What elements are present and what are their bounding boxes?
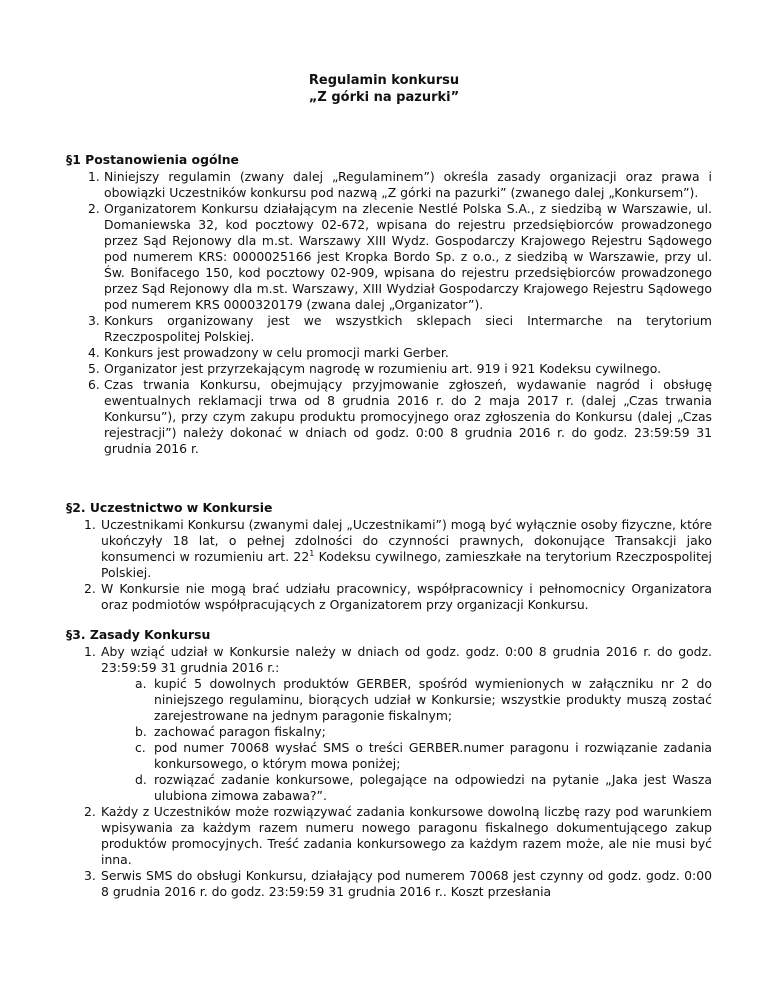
list-item-number: 4. [88, 345, 100, 360]
list-item-text: Organizator jest przyrzekającym nagrodę w rozumieniu art. 919 i 921 Kodeksu cywilnego. [104, 361, 662, 376]
superscript: 1 [309, 548, 315, 558]
sub-list-item-text: rozwiązać zadanie konkursowe, polegające na odpowiedzi na pytanie „Jaka jest Wasza ulubiona zimowa zabawa?”. [154, 772, 712, 803]
section-2 [66, 500, 712, 613]
list-item-number: 2. [84, 581, 96, 596]
list-item-text: Serwis SMS do obsługi Konkursu, działający pod numerem 70068 jest czynny od godz. godz. 0:00 8 grudnia 2016 r. do godz. 23:59:59 31 grudnia 2016 r.. Koszt przesłania [101, 868, 712, 899]
list-item [66, 804, 712, 868]
list-item-number: 2. [88, 201, 100, 216]
section-1 [66, 152, 712, 457]
list-item [66, 201, 712, 313]
list-item-number: 5. [88, 361, 100, 376]
sub-list-item [66, 740, 712, 772]
list-item [66, 377, 712, 457]
list-item-number: 3. [84, 868, 96, 883]
list-item-text: Konkurs jest prowadzony w celu promocji marki Gerber. [104, 345, 449, 360]
list-item [66, 868, 712, 900]
list-item [66, 517, 712, 581]
list-item-text: Aby wziąć udział w Konkursie należy w dniach od godz. godz. 0:00 8 grudnia 2016 r. do godz. 23:59:59 31 grudnia 2016 r.: [101, 644, 712, 675]
list-item-text: Każdy z Uczestników może rozwiązywać zadania konkursowe dowolną liczbę razy pod warunkiem wpisywania za każdym razem numeru nowego paragonu fiskalnego dokumentującego zakup produktów promocyjnych. Treść zadania konkursowego za każdym razem może, ale nie musi być inna. [101, 804, 712, 867]
section-2-heading: §2. Uczestnictwo w Konkursie [66, 500, 273, 515]
list-item-text-cont: Kodeksu cywilnego, zamieszkałe na terytorium Rzeczpospolitej Polskiej. [101, 549, 712, 580]
document-title [0, 72, 768, 106]
sub-list-item [66, 772, 712, 804]
list-item-text: W Konkursie nie mogą brać udziału pracownicy, współpracownicy i pełnomocnicy Organizatora oraz podmiotów współpracujących z Organizatorem przy organizacji Konkursu. [101, 581, 712, 612]
list-item-text: Niniejszy regulamin (zwany dalej „Regulaminem”) określa zasady organizacji oraz prawa i obowiązki Uczestników konkursu pod nazwą „Z górki na pazurki” (zwanego dalej „Konkursem”). [104, 169, 712, 200]
sub-list-item-text: zachować paragon fiskalny; [154, 724, 326, 739]
list-item-text: Konkurs organizowany jest we wszystkich sklepach sieci Intermarche na terytorium Rzeczpospolitej Polskiej. [104, 313, 712, 344]
sub-list-item-text: kupić 5 dowolnych produktów GERBER, spośród wymienionych w załączniku nr 2 do niniejszego regulaminu, biorących udział w Konkursie; wszystkie produkty muszą zostać zarejestrowane na jednym paragonie fiskalnym; [154, 676, 712, 723]
sub-list-item-text: pod numer 70068 wysłać SMS o treści GERBER.numer paragonu i rozwiązanie zadania konkursowego, o którym mowa poniżej; [154, 740, 712, 771]
sub-list-item-letter: b. [135, 724, 147, 739]
list-item [66, 581, 712, 613]
section-1-heading: §1 Postanowienia ogólne [66, 152, 239, 167]
list-item [66, 169, 712, 201]
sub-list-item [66, 724, 712, 740]
list-item-number: 3. [88, 313, 100, 328]
list-item-number: 2. [84, 804, 96, 819]
title-line-2: „Z górki na pazurki” [308, 90, 460, 105]
sub-list-item-letter: a. [135, 676, 147, 691]
list-item [66, 361, 712, 377]
list-item-number: 1. [88, 169, 100, 184]
list-item-text: Czas trwania Konkursu, obejmujący przyjmowanie zgłoszeń, wydawanie nagród i obsługę ewentualnych reklamacji trwa od 8 grudnia 2016 r. do 2 maja 2017 r. (dalej „Czas trwania Konkursu”), przy czym zakupu produktu promocyjnego oraz zgłoszenia do Konkursu (dalej „Czas rejestracji”) należy dokonać w dniach od godz. 0:00 8 grudnia 2016 r. do godz. 23:59:59 31 grudnia 2016 r. [104, 377, 712, 456]
title-line-1: Regulamin konkursu [308, 73, 460, 88]
list-item-number: 6. [88, 377, 100, 392]
sub-list-item-letter: d. [135, 772, 147, 787]
list-item-text: Organizatorem Konkursu działającym na zlecenie Nestlé Polska S.A., z siedzibą w Warszawie, ul. Domaniewska 32, kod pocztowy 02-672, wpisana do rejestru przedsiębiorców prowadzonego przez Sąd Rejonowy dla m.st. Warszawy XIII Wydz. Gospodarczy Krajowego Rejestru Sądowego pod numerem KRS: 0000025166 jest Kropka Bordo Sp. z o.o., z siedzibą w Warszawie, przy ul. Św. Bonifacego 150, kod pocztowy 02-909, wpisana do rejestru przedsiębiorców prowadzonego przez Sąd Rejonowy dla m.st. Warszawy, XIII Wydział Gospodarczy Krajowego Rejestru Sądowego pod numerem KRS 0000320179 (zwana dalej „Organizator”). [104, 201, 712, 312]
section-3-heading: §3. Zasady Konkursu [66, 627, 211, 642]
list-item-number: 1. [84, 644, 96, 659]
sub-list-item [66, 676, 712, 724]
list-item-text: Uczestnikami Konkursu (zwanymi dalej „Uczestnikami”) mogą być wyłącznie osoby fizyczne, które ukończyły 18 lat, o pełnej zdolności do czynności prawnych, dokonujące Transakcji jako konsumenci w rozumieniu art. 22 [101, 517, 712, 564]
list-item [66, 644, 712, 676]
list-item [66, 313, 712, 345]
section-3 [66, 627, 712, 900]
sub-list-item-letter: c. [135, 740, 146, 755]
list-item [66, 345, 712, 361]
list-item-number: 1. [84, 517, 96, 532]
